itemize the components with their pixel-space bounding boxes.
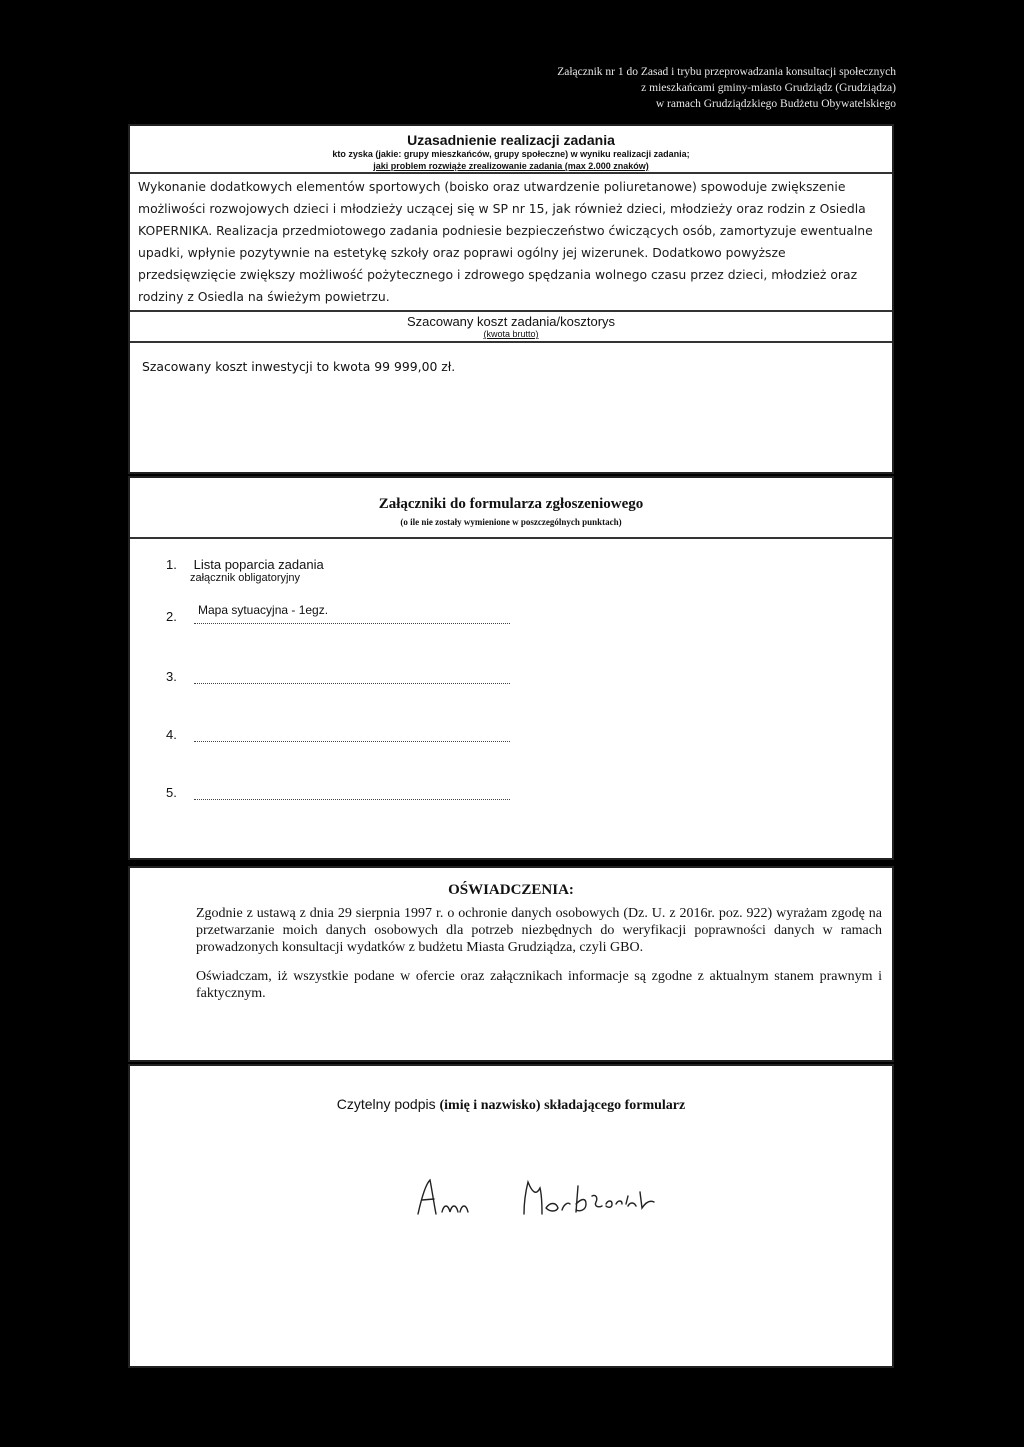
attachment-item (166, 603, 892, 655)
cost-text: Szacowany koszt inwestycji to kwota 99 999,00 zł. (142, 359, 456, 374)
attachment-number: 2. (166, 609, 177, 624)
header-note (557, 64, 896, 112)
justification-title: Uzasadnienie realizacji zadania (407, 132, 615, 148)
header-line-1: Załącznik nr 1 do Zasad i trybu przeprowadzania konsultacji społecznych (557, 66, 896, 78)
statements-title: OŚWIADCZENIA: (448, 882, 574, 898)
attachment-number: 4. (166, 727, 177, 742)
cost-subtitle: (kwota brutto) (483, 329, 539, 339)
header-line-3: w ramach Grudziądzkiego Budżetu Obywatelskiego (655, 98, 896, 110)
signature-label-b: (imię i nazwisko) składającego formularz (439, 1098, 686, 1113)
statements-section (128, 866, 894, 1062)
attachment-item (166, 727, 892, 773)
justification-subtitle-1: kto zyska (jakie: grupy mieszkańców, grupy społeczne) w wyniku realizacji zadania; (332, 149, 690, 159)
attachment-text: Mapa sytuacyjna - 1egz. (198, 603, 329, 617)
header-line-2: z mieszkańcami gminy-miasto Grudziądz (Grudziądza) (641, 82, 896, 94)
attachment-dotted-line (194, 669, 510, 684)
attachment-number: 1. (166, 557, 177, 572)
statement-accuracy: Oświadczam, iż wszystkie podane w ofercie oraz załącznikach informacje są zgodne z aktualnym stanem prawnym i faktycznym. (196, 969, 882, 1001)
handwritten-signature (400, 1166, 720, 1226)
cost-header (130, 310, 892, 343)
attachments-section (128, 476, 894, 860)
attachments-subtitle: (o ile nie zostały wymienione w poszczególnych punktach) (400, 517, 622, 527)
cost-title: Szacowany koszt zadania/kosztorys (406, 314, 616, 329)
signature-section (128, 1064, 894, 1368)
attachment-item (166, 785, 892, 831)
attachment-dotted-line (194, 727, 510, 742)
signature-label-a: Czytelny podpis (336, 1096, 440, 1112)
statement-data-consent: Zgodnie z ustawą z dnia 29 sierpnia 1997 r. o ochronie danych osobowych (Dz. U. z 2016r. poz. 922) wyrażam zgodę na przetwarzanie moich danych osobowych dla potrzeb niezbędnych do weryfikacji poprawności danych w ramach prowadzonych konsultacji wydatków z budżetu Miasta Grudziądza, czyli GBO. (196, 906, 882, 955)
signature-text: Ann Markiewicz (506, 1211, 614, 1226)
justification-text: Wykonanie dodatkowych elementów sportowych (boisko oraz utwardzenie poliuretanowe) spowoduje zwiększenie możliwości rozwojowych dzieci i młodzieży uczącej się w SP nr 15, jak również dzieci, młodzieży oraz rodzin z Osiedla KOPERNIKA. Realizacja przedmiotowego zadania podniesie bezpieczeństwo ćwiczących osób, zamortyzuje ewentualne upadki, wpłynie pozytywnie na estetykę szkoły oraz poprawi ogólny jej wizerunek. Dodatkowo powyższe przedsięwzięcie zwiększy możliwość pożytecznego i zdrowego spędzania wolnego czasu przez dzieci, młodzież oraz rodziny z Osiedla na świeżym powietrzu. (138, 179, 873, 304)
attachment-item (166, 669, 892, 715)
attachments-header (130, 478, 892, 539)
attachment-number: 3. (166, 669, 177, 684)
justification-header (130, 126, 892, 174)
justification-section (128, 124, 894, 474)
signature-scribble (400, 1166, 720, 1226)
attachment-item (166, 557, 892, 603)
attachment-note: załącznik obligatoryjny (190, 572, 301, 584)
attachments-title: Załączniki do formularza zgłoszeniowego (378, 496, 644, 512)
attachment-number: 5. (166, 785, 177, 800)
statements-body (130, 899, 892, 1002)
signature-label (130, 1066, 892, 1114)
attachments-list (130, 539, 892, 831)
attachment-dotted-line (194, 785, 510, 800)
justification-subtitle-2: jaki problem rozwiąże zrealizowanie zadania (max 2.000 znaków) (373, 161, 649, 171)
attachment-text: Lista poparcia zadania (193, 557, 324, 572)
